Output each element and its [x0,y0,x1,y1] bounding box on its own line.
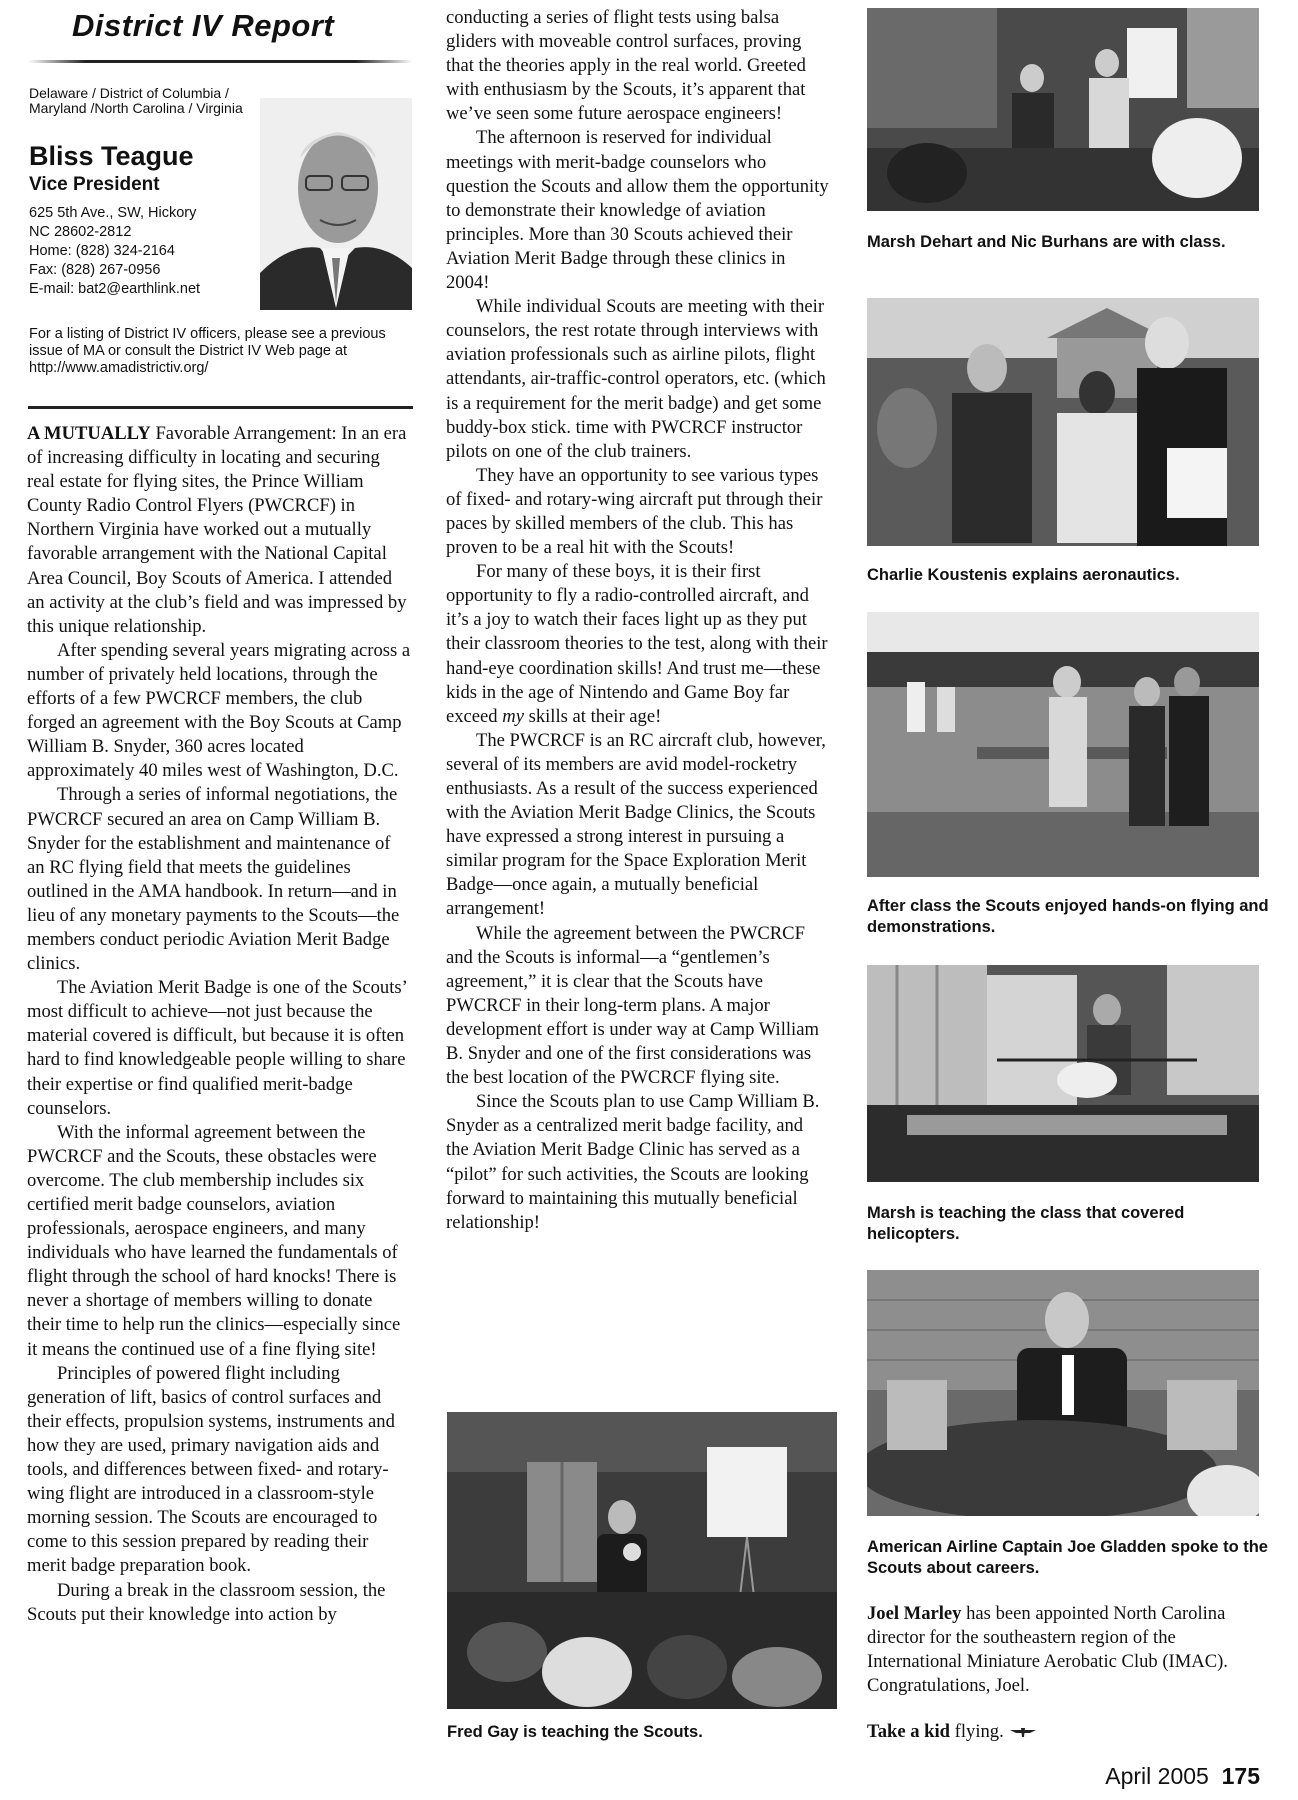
joel-marley-notice [867,1602,1267,1698]
officers-note: For a listing of District IV officers, please see a previous issue of MA or consult the District IV Web page at http://www.amadistrictiv.org/ [29,326,386,376]
article-paragraph: While individual Scouts are meeting with their counselors, the rest rotate through interviews with aviation professionals such as airline pilots, flight attendants, air-traffic-control operators, etc. (which is a requirement for the merit badge) and get some buddy-box stick. time with PWCRCF instructor pilots on one of the club trainers. [446,296,826,462]
photo-captain-joe-gladden [867,1270,1259,1516]
photo-caption: American Airline Captain Joe Gladden spoke to the Scouts about careers. [867,1538,1268,1577]
article-text: skills at their age! [523,705,662,727]
take-a-kid-flying [867,1720,1036,1745]
officer-role: Vice President [29,174,160,195]
article-paragraph: The Aviation Merit Badge is one of the Scouts’ most difficult to achieve—not just because the material covered is difficult, but because it is often hard to find knowledgeable people willing to share their expertise or find qualified merit-badge counselors. [27,977,407,1119]
ama-plane-icon [1010,1721,1036,1745]
slogan-text: flying. [950,1721,1004,1742]
photo-caption: Charlie Koustenis explains aeronautics. [867,566,1180,584]
article-paragraph: While the agreement between the PWCRCF and the Scouts is informal—a “gentlemen’s agreement,” it is clear that the Scouts have PWCRCF in their long-term plans. A major development effort is under way at Camp William B. Snyder and one of the first considerations was the best location of the PWCRCF flying site. [446,922,819,1089]
article-paragraph: conducting a series of flight tests using balsa gliders with moveable control surfaces, proving that the theories apply in the real world. Greeted with enthusiasm by the Scouts, it’s apparent that we’ve seen some future aerospace engineers! [446,7,806,125]
article-paragraph: After spending several years migrating across a number of privately held locations, through the efforts of a few PWCRCF members, the club forged an agreement with the Boy Scouts at Camp William B. Snyder, 360 acres located approximately 40 miles west of Washington, D.C. [27,639,411,782]
contact-block [29,204,269,299]
officer-portrait [260,98,412,310]
address-line-1: 625 5th Ave., SW, Hickory [29,205,197,221]
article-paragraph [446,560,830,729]
address-line-2: NC 28602-2812 [29,224,132,240]
article-paragraph: The afternoon is reserved for individual meetings with merit-badge counselors who question the Scouts and allow them the opportunity to demonstrate their knowledge of aviation principles. More than 30 Scouts achieved their Aviation Merit Badge through these clinics in 2004! [446,127,829,294]
article-paragraph: Through a series of informal negotiations, the PWCRCF secured an area on Camp William B. Snyder for the establishment and maintenance of an RC flying field that meets the guidelines outlined in the AMA handbook. In return—and in lieu of any monetary payments to the Scouts—the members conduct periodic Aviation Merit Badge clinics. [27,784,400,975]
officer-name: Bliss Teague [29,141,194,171]
article-lead-text: Favorable Arrangement: In an era of increasing difficulty in locating and securing real estate for flying sites, the Prince William County Radio Control Flyers (PWCRCF) in Northern Virginia have worked out a mutually favorable arrangement with the National Capital Area Council, Boy Scouts of America. I attended an activity at the club’s field and was impressed by this unique relationship. [27,423,407,637]
article-paragraph: They have an opportunity to see various types of fixed- and rotary-wing aircraft put through their paces by skilled members of the club. This has proven to be a real hit with the Scouts! [446,464,823,559]
article-paragraph: Since the Scouts plan to use Camp William B. Snyder as a centralized merit badge facility, and the Aviation Merit Badge Clinic has served as a “pilot” for such activities, the Scouts are looking forward to maintaining this mutually beneficial relationship! [446,1091,820,1233]
photo-classroom-fred-gay [447,1412,837,1709]
page-footer [1105,1763,1260,1790]
photo-helicopter-class [867,965,1259,1182]
article-paragraph: During a break in the classroom session, the Scouts put their knowledge into action by [27,1579,386,1625]
photo-caption: Fred Gay is teaching the Scouts. [447,1723,703,1741]
article-column-1 [27,422,411,1627]
fax-number: Fax: (828) 267-0956 [29,262,161,278]
region-text: Delaware / District of Columbia / Maryland /North Carolina / Virginia [29,85,243,116]
slogan-bold: Take a kid [867,1721,951,1742]
article-paragraph: Principles of powered flight including generation of lift, basics of control surfaces and their effects, propulsion systems, instruments and how they are used, primary navigation aids and tools, and differences between fixed- and rotary-wing flight are introduced in a classroom-style morning session. The Scouts are encouraged to come to this session prepared by reading their merit badge preparation book. [27,1362,395,1577]
header-rule [28,60,413,63]
notice-name: Joel Marley [867,1603,962,1624]
photo-caption: Marsh is teaching the class that covered helicopters. [867,1204,1185,1243]
article-column-2 [446,6,830,1235]
photo-charlie-koustenis [867,298,1259,546]
notice-text: has been appointed North Carolina director for the southeastern region of the International Miniature Aerobatic Club (IMAC). Congratulations, Joel. [867,1603,1228,1697]
photo-caption: After class the Scouts enjoyed hands-on flying and demonstrations. [867,897,1269,936]
article-paragraph [27,422,411,639]
home-phone: Home: (828) 324-2164 [29,243,175,259]
article-paragraph: The PWCRCF is an RC aircraft club, however, several of its members are avid model-rocketry enthusiasts. As a result of the success experienced with the Aviation Merit Badge Clinics, the Scouts have expressed a strong interest in pursuing a similar program for the Space Exploration Merit Badge—once again, a mutually beneficial arrangement! [446,729,826,920]
header-bottom-rule [28,406,413,409]
photo-flying-demonstrations [867,612,1259,877]
article-text: For many of these boys, it is their first opportunity to fly a radio-controlled aircraft, and it’s a joy to watch their faces light up as they put their classroom theories to the test, along with their hand-eye coordination skills! And trust me—these kids in the age of Nintendo and Game Boy far exceed [446,561,828,727]
article-lead-in: A MUTUALLY [27,423,151,444]
email-address: E-mail: bat2@earthlink.net [29,281,201,297]
photo-caption: Marsh Dehart and Nic Burhans are with class. [867,233,1226,251]
article-emphasis: my [502,705,524,727]
column-header-title: District IV Report [72,8,335,43]
photo-marsh-dehart-class [867,8,1259,211]
article-paragraph: With the informal agreement between the PWCRCF and the Scouts, these obstacles were overcome. The club membership includes six certified merit badge counselors, aviation professionals, aerospace engineers, and many individuals who have learned the fundamentals of flight through the school of hard knocks! There is never a shortage of members willing to donate their time to help run the clinics—especially since it means the continued use of a fine flying site! [27,1121,401,1360]
page-number: 175 [1221,1763,1260,1789]
issue-date: April 2005 [1105,1763,1209,1789]
